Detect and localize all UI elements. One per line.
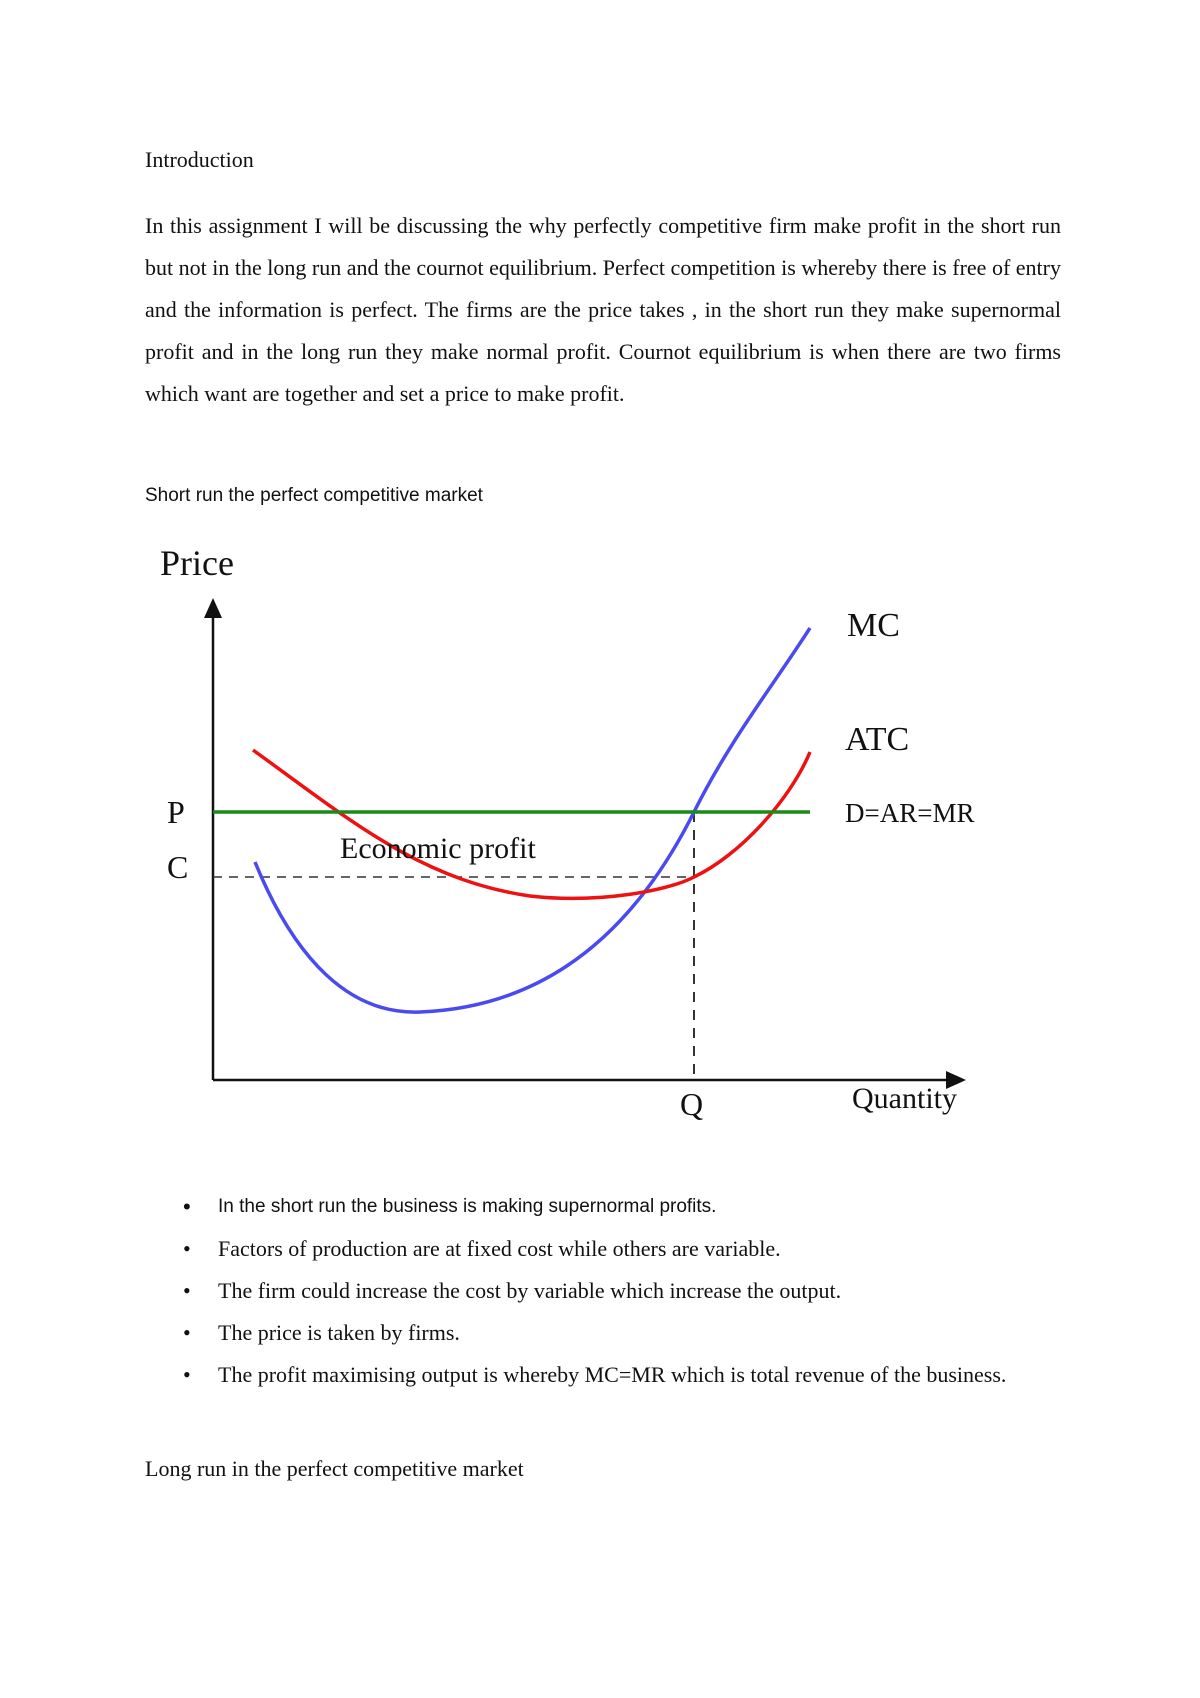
mc-curve <box>255 628 810 1012</box>
mc-label: MC <box>847 607 900 644</box>
list-item: • The profit maximising output is whereby MC=MR which is total revenue of the business. <box>183 1362 1007 1387</box>
intro-paragraph: In this assignment I will be discussing the why perfectly competitive firm make profit in the short run but not in the long run and the cournot equilibrium. Perfect competition is whereby there is free of entry and the information is perfect. The firms are the price takes , in the short run they make supernormal profit and in the long run they make normal profit. Cournot equilibrium is when there are two firms which want are together and set a price to make profit. <box>145 213 1061 406</box>
list-item: • Factors of production are at fixed cost while others are variable. <box>183 1236 781 1261</box>
demand-label: D=AR=MR <box>845 798 975 828</box>
atc-curve <box>253 750 810 898</box>
q-label: Q <box>680 1086 704 1122</box>
x-axis-label: Quantity <box>852 1082 957 1115</box>
bullet-list <box>145 1186 1061 1396</box>
p-label: P <box>167 794 185 830</box>
section-heading-introduction: Introduction <box>145 147 254 172</box>
list-item: • The price is taken by firms. <box>183 1320 460 1345</box>
economic-profit-label: Economic profit <box>340 832 536 865</box>
list-item: • The firm could increase the cost by variable which increase the output. <box>183 1278 842 1303</box>
atc-label: ATC <box>845 721 910 758</box>
short-run-cost-diagram <box>150 540 1030 1140</box>
list-item: • In the short run the business is making supernormal profits. <box>183 1194 717 1219</box>
y-axis-arrow <box>204 598 222 618</box>
section-heading-short-run: Short run the perfect competitive market <box>145 485 483 506</box>
y-axis-label: Price <box>160 543 234 583</box>
section-heading-long-run: Long run in the perfect competitive market <box>145 1456 524 1481</box>
c-label: C <box>167 849 189 885</box>
